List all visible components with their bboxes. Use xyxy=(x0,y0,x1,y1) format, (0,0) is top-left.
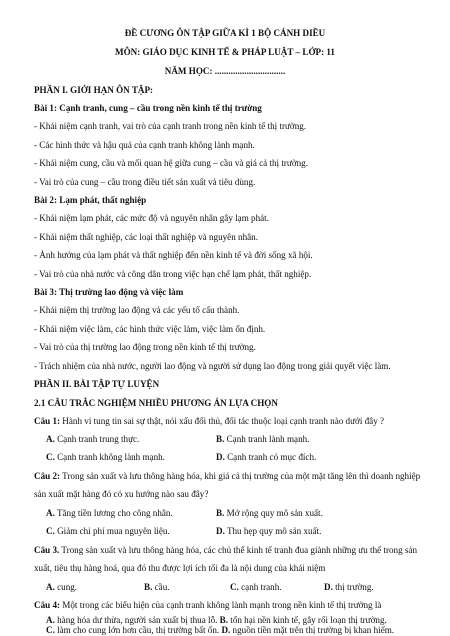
option-b: B. Cạnh tranh lành mạnh. xyxy=(216,434,310,444)
question-2 xyxy=(34,470,428,482)
part1-heading: PHẦN I. GIỚI HẠN ÔN TẬP: xyxy=(34,85,154,95)
option-a: A. Tăng tiền lương cho công nhân. xyxy=(46,508,173,518)
question-text: Một trong các biểu hiện của cạnh tranh không lành mạnh trong nền kinh tế thị trường là xyxy=(60,600,382,610)
option-d: D. thị trường. xyxy=(324,582,374,592)
option-a: A. cung. xyxy=(46,582,78,592)
question-2-cont: sản xuất mặt hàng đó có xu hướng nào sau đây? xyxy=(34,489,209,499)
question-3 xyxy=(34,544,428,556)
option-c: C. Giảm chi phí mua nguyên liệu. xyxy=(46,526,170,536)
lesson1-item: - Các hình thức và hậu quả của cạnh tranh không lành mạnh. xyxy=(34,140,255,150)
lesson3-item: - Khái niệm thị trường lao động và các yếu tố cấu thành. xyxy=(34,305,240,315)
lesson2-item: - Khái niệm lạm phát, các mức độ và nguyên nhân gây lạm phát. xyxy=(34,213,269,223)
lesson3-item: - Vai trò của thị trường lao động trong nền kinh tế thị trường. xyxy=(34,342,256,352)
question-label: Câu 4: xyxy=(34,600,61,610)
question-label: Câu 2: xyxy=(34,471,61,481)
doc-subject: MÔN: GIÁO DỤC KINH TẾ & PHÁP LUẬT – LỚP: 11 xyxy=(115,47,335,57)
question-label: Câu 3. xyxy=(34,545,60,555)
option-c: C. cạnh tranh. xyxy=(230,582,282,592)
lesson2-item: - Vai trò của nhà nước và công dân trong việc hạn chế lạm phát, thất nghiệp. xyxy=(34,269,312,279)
lesson2-item: - Ảnh hưởng của lạm phát và thất nghiệp đến nền kinh tế và đời sống xã hội. xyxy=(34,250,313,260)
lesson3-item: - Khái niệm việc làm, các hình thức việc làm, việc làm ổn định. xyxy=(34,324,266,334)
doc-school-year: NĂM HỌC: ............................... xyxy=(164,66,286,76)
option-a: A. Cạnh tranh trung thực. xyxy=(46,434,140,444)
option-b: B. Mở rộng quy mô sản xuất. xyxy=(216,508,323,518)
lesson1-item: - Vai trò của cung – cầu trong điều tiết sản xuất và tiêu dùng. xyxy=(34,177,256,187)
option-c: C. Cạnh tranh không lành mạnh. xyxy=(46,452,165,462)
lesson3-item: - Trách nhiệm của nhà nước, người lao động và người sử dụng lao động trong giải quyết việc làm. xyxy=(34,361,391,371)
question-text: Trong sản xuất và lưu thông hàng hóa, các chủ thể kinh tế tranh đua giành những ưu thế trong sản xyxy=(59,545,418,555)
question-text: Trong sản xuất và lưu thông hàng hóa, khi giá cả thị trường của một mặt tăng lên thì doanh nghiệp xyxy=(60,471,421,481)
lesson1-title: Bài 1: Cạnh tranh, cung – cầu trong nền kinh tế thị trường xyxy=(34,103,262,113)
option-d: D. Cạnh tranh có mục đích. xyxy=(216,452,317,462)
option-c: C. làm cho cung lớn hơn cầu, thị trường bất ổn. D. nguồn tiền mặt trên thị trường bị khan hiếm. xyxy=(46,625,395,635)
question-3-cont: xuất, tiêu thụ hàng hoá, qua đó thu được lợi ích tối đa là nội dung của khái niệm xyxy=(34,563,326,573)
question-label: Câu 1: xyxy=(34,416,61,426)
lesson3-title: Bài 3: Thị trường lao động và việc làm xyxy=(34,287,184,297)
question-1 xyxy=(34,415,428,427)
question-4 xyxy=(34,599,428,611)
lesson2-title: Bài 2: Lạm phát, thất nghiệp xyxy=(34,195,147,205)
option-b: B. cầu. xyxy=(144,582,170,592)
part2-heading: PHẦN II. BÀI TẬP TỰ LUYỆN xyxy=(34,379,160,389)
option-a: A. hàng hóa dư thừa, người sản xuất bị thua lỗ. B. tổn hại nền kinh tế, gây rối loạn thị trường. xyxy=(46,615,387,625)
lesson1-item: - Khái niệm cung, cầu và mối quan hệ giữa cung – cầu và giá cả thị trường. xyxy=(34,158,309,168)
option-d: D. Thu hẹp quy mô sản xuất. xyxy=(216,526,322,536)
lesson2-item: - Khái niệm thất nghiệp, các loại thất nghiệp và nguyên nhân. xyxy=(34,232,258,242)
doc-title: ĐỀ CƯƠNG ÔN TẬP GIỮA KÌ 1 BỘ CÁNH DIỀU xyxy=(124,28,326,38)
question-text: Hành vi tung tin sai sự thật, nói xấu đối thủ, đối tác thuộc loại cạnh tranh nào dưới đây ? xyxy=(60,416,385,426)
lesson1-item: - Khái niệm cạnh tranh, vai trò của cạnh tranh trong nền kinh tế thị trường. xyxy=(34,121,307,131)
part2-subheading: 2.1 CÂU TRẮC NGHIỆM NHIỀU PHƯƠNG ÁN LỰA CHỌN xyxy=(34,398,278,408)
